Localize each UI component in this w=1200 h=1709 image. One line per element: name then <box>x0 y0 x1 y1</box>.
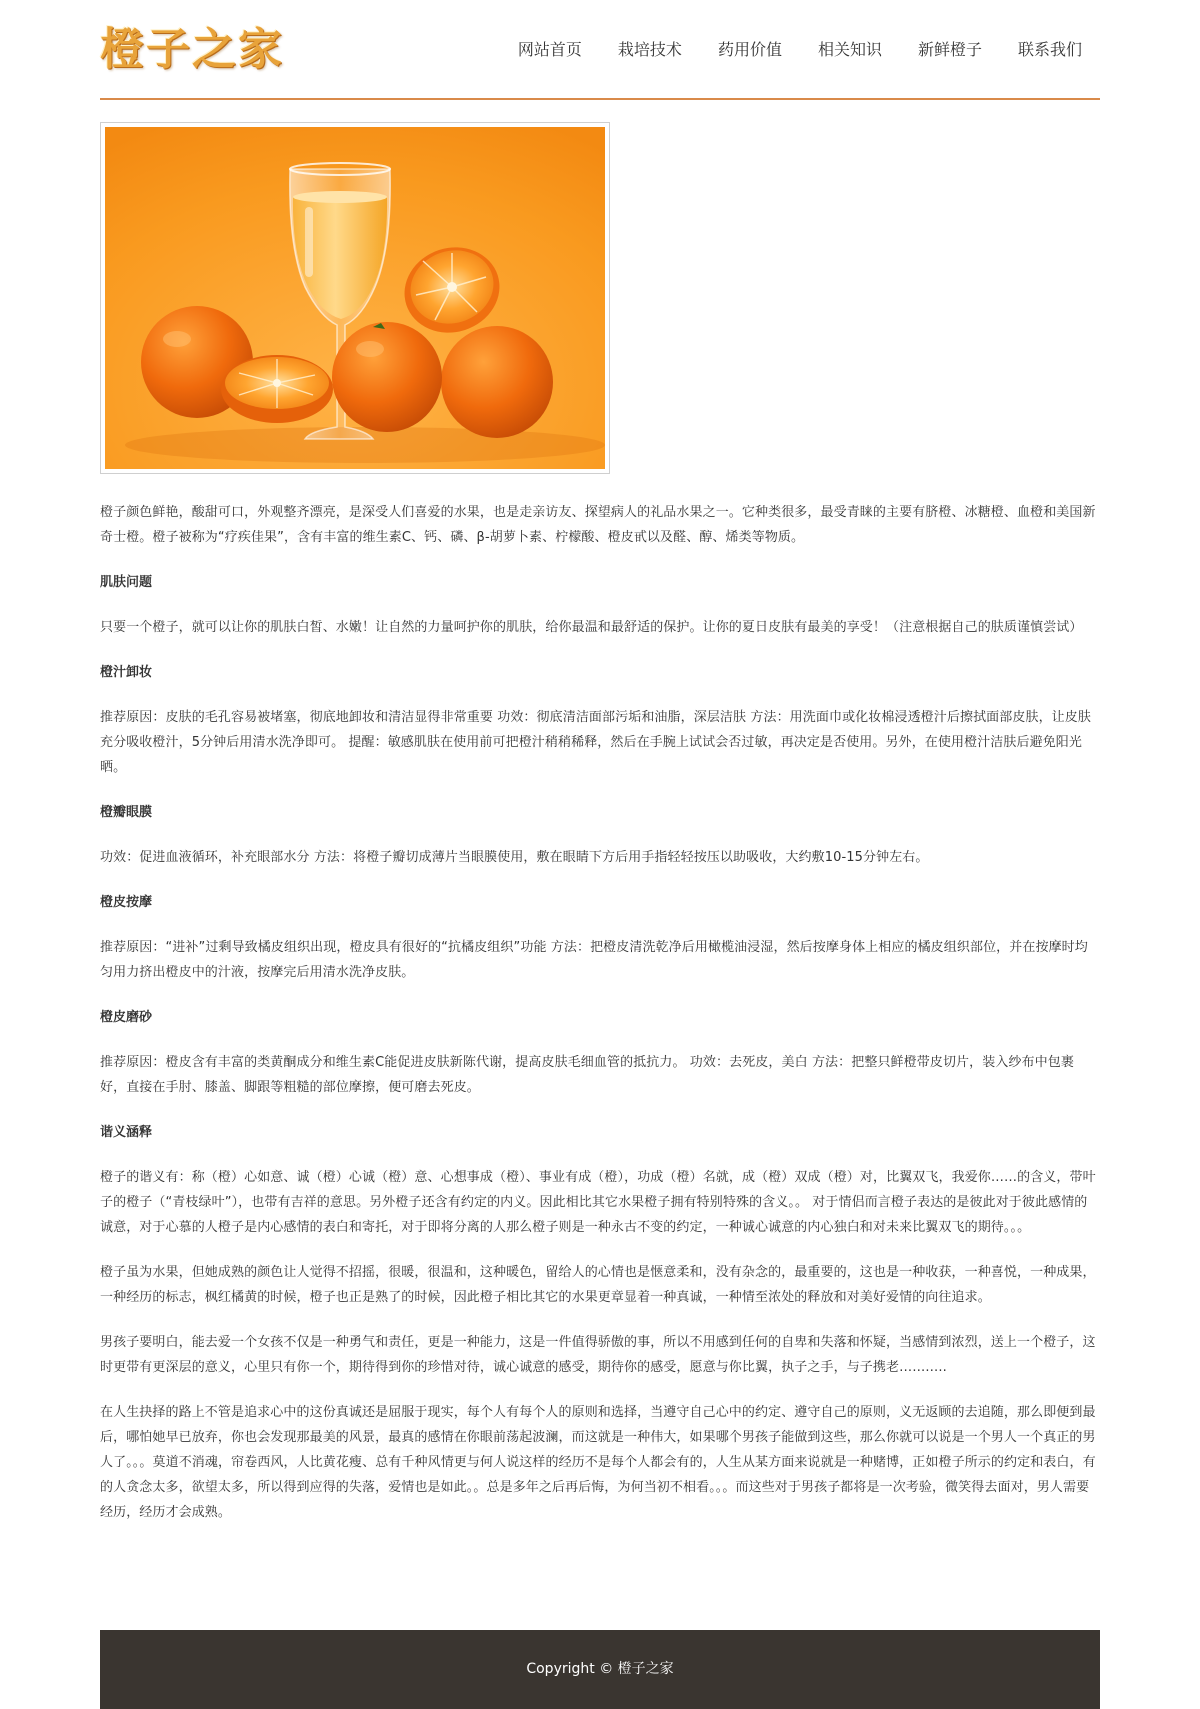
section-heading: 橙皮按摩 <box>100 895 153 910</box>
section-heading: 橙汁卸妆 <box>100 665 153 680</box>
section-heading: 橙瓣眼膜 <box>100 805 153 820</box>
page <box>100 0 1100 1709</box>
section-paragraph: 橙子的谐义有：称（橙）心如意、诚（橙）心诚（橙）意、心想事成（橙）、事业有成（橙），功成（橙）名就，成（橙）双成（橙）对，比翼双飞，我爱你……的含义，带叶子的橙子（“青枝绿叶”），也带有吉祥的意思。另外橙子还含有约定的内义。因此相比其它水果橙子拥有特别特殊的含义。。 对于情侣而言橙子表达的是彼此对于彼此感情的诚意，对于心慕的人橙子是内心感情的表白和寄托，对于即将分离的人那么橙子则是一种永古不变的约定，一种诚心诚意的内心独白和对未来比翼双飞的期待。。。 <box>100 1170 1096 1235</box>
section-heading: 橙皮磨砂 <box>100 1010 153 1025</box>
nav-medicinal-value[interactable]: 药用价值 <box>717 40 782 59</box>
nav-fresh-oranges[interactable]: 新鲜橙子 <box>917 40 982 59</box>
hero-image-orange-juice <box>105 127 605 469</box>
section-paragraph: 只要一个橙子，就可以让你的肌肤白皙、水嫩！让自然的力量呵护你的肌肤，给你最温和最舒适的保护。让你的夏日皮肤有最美的享受！（注意根据自己的肤质谨慎尝试） <box>100 620 1083 635</box>
section-heading: 肌肤问题 <box>100 575 153 590</box>
hero-image-frame <box>100 122 610 474</box>
nav-contact[interactable]: 联系我们 <box>1017 40 1082 59</box>
section-paragraph: 推荐原因：皮肤的毛孔容易被堵塞，彻底地卸妆和清洁显得非常重要 功效：彻底清洁面部污垢和油脂，深层洁肤 方法：用洗面巾或化妆棉浸透橙汁后擦拭面部皮肤，让皮肤充分吸收橙汁，5分钟后用清水洗净即可。 提醒：敏感肌肤在使用前可把橙汁稍稍稀释，然后在手腕上试试会否过敏，再决定是否使用。另外，在使用橙汁洁肤后避免阳光晒。 <box>100 710 1091 775</box>
section-paragraph: 功效：促进血液循环，补充眼部水分 方法：将橙子瓣切成薄片当眼膜使用，敷在眼睛下方后用手指轻轻按压以助吸收，大约敷10-15分钟左右。 <box>100 850 929 865</box>
article-body <box>100 500 1100 1525</box>
copyright-text: Copyright © 橙子之家 <box>526 1661 674 1677</box>
nav-home[interactable]: 网站首页 <box>517 40 582 59</box>
section-heading: 谐义涵释 <box>100 1125 153 1140</box>
nav-knowledge[interactable]: 相关知识 <box>817 40 882 59</box>
intro-paragraph: 橙子颜色鲜艳，酸甜可口，外观整齐漂亮，是深受人们喜爱的水果，也是走亲访友、探望病人的礼品水果之一。它种类很多，最受青睐的主要有脐橙、冰糖橙、血橙和美国新奇士橙。橙子被称为“疗疾佳果”，含有丰富的维生素C、钙、磷、β-胡萝卜素、柠檬酸、橙皮甙以及醛、醇、烯类等物质。 <box>100 505 1096 545</box>
site-footer <box>100 1630 1100 1709</box>
site-logo[interactable]: 橙子之家 <box>100 24 284 75</box>
body-paragraph: 男孩子要明白，能去爱一个女孩不仅是一种勇气和责任，更是一种能力，这是一件值得骄傲的事，所以不用感到任何的自卑和失落和怀疑，当感情到浓烈，送上一个橙子，这时更带有更深层的意义，心里只有你一个，期待得到你的珍惜对待，诚心诚意的感受，期待你的感受，愿意与你比翼，执子之手，与子携老……….. <box>100 1335 1096 1375</box>
nav-cultivation[interactable]: 栽培技术 <box>617 40 682 59</box>
site-header <box>100 0 1100 100</box>
section-paragraph: 推荐原因：橙皮含有丰富的类黄酮成分和维生素C能促进皮肤新陈代谢，提高皮肤毛细血管的抵抗力。 功效：去死皮，美白 方法：把整只鲜橙带皮切片，装入纱布中包裹好，直接在手肘、膝盖、脚跟等粗糙的部位摩擦，便可磨去死皮。 <box>100 1055 1074 1095</box>
section-paragraph: 推荐原因：“进补”过剩导致橘皮组织出现，橙皮具有很好的“抗橘皮组织”功能 方法：把橙皮清洗乾净后用橄榄油浸湿，然后按摩身体上相应的橘皮组织部位，并在按摩时均匀用力挤出橙皮中的汁液，按摩完后用清水洗净皮肤。 <box>100 940 1088 980</box>
body-paragraph: 在人生抉择的路上不管是追求心中的这份真诚还是屈服于现实，每个人有每个人的原则和选择，当遵守自己心中的约定、遵守自己的原则，义无返顾的去追随，那么即便到最后，哪怕她早已放弃，你也会发现那最美的风景，最真的感情在你眼前荡起波澜，而这就是一种伟大，如果哪个男孩子能做到这些，那么你就可以说是一个男人一个真正的男人了。。。莫道不消魂，帘卷西风，人比黄花瘦、总有千种风情更与何人说这样的经历不是每个人都会有的，人生从某方面来说就是一种赌博，正如橙子所示的约定和表白，有的人贪念太多，欲望太多，所以得到应得的失落，爱情也是如此。。总是多年之后再后悔，为何当初不相看。。。而这些对于男孩子都将是一次考验，微笑得去面对，男人需要经历，经历才会成熟。 <box>100 1405 1096 1520</box>
main-nav <box>482 40 1082 60</box>
body-paragraph: 橙子虽为水果，但她成熟的颜色让人觉得不招摇，很暖，很温和，这种暖色，留给人的心情也是惬意柔和，没有杂念的，最重要的，这也是一种收获，一种喜悦，一种成果，一种经历的标志，枫红橘黄的时候，橙子也正是熟了的时候，因此橙子相比其它的水果更章显着一种真诚，一种情至浓处的释放和对美好爱情的向往追求。 <box>100 1265 1096 1305</box>
